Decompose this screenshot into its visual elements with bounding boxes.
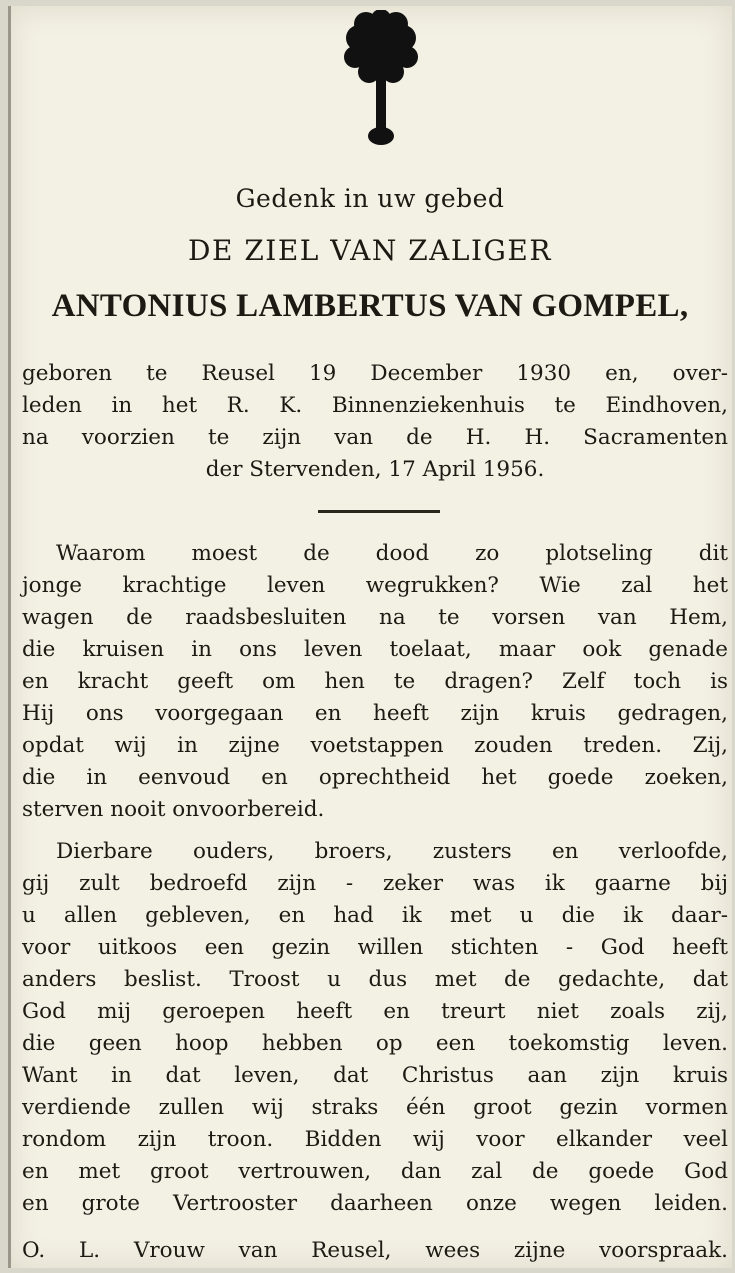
text-line: jonge krachtige leven wegrukken? Wie zal het <box>22 573 728 598</box>
text-line: Waarom moest de dood zo plotseling dit <box>56 541 728 566</box>
text-line: die in eenvoud en oprechtheid het goede zoeken, <box>22 765 728 790</box>
text-line: wagen de raadsbesluiten na te vorsen van Hem, <box>22 605 728 630</box>
paragraph-farewell <box>22 836 728 1220</box>
text-line: sterven nooit onvoorbereid. <box>22 797 325 822</box>
text-line: en met groot vertrouwen, dan zal de goede God <box>22 1159 728 1184</box>
divider-rule <box>318 510 440 513</box>
paragraph-reflection <box>22 538 728 826</box>
text-line: u allen gebleven, en had ik met u die ik daar- <box>22 903 728 928</box>
text-line: rondom zijn troon. Bidden wij voor elkander veel <box>22 1127 728 1152</box>
text-line: die kruisen in ons leven toelaat, maar ook genade <box>22 637 728 662</box>
deceased-name: ANTONIUS LAMBERTUS VAN GOMPEL, <box>51 288 689 324</box>
soul-heading: DE ZIEL VAN ZALIGER <box>188 234 552 267</box>
text-line: opdat wij in zijne voetstappen zouden treden. Zij, <box>22 733 728 758</box>
birth-death-line: leden in het R. K. Binnenziekenhuis te Eindhoven, <box>22 393 728 418</box>
intro-heading: Gedenk in uw gebed <box>235 184 505 213</box>
text-line: Want in dat leven, dat Christus aan zijn kruis <box>22 1063 728 1088</box>
text-line: voor uitkoos een gezin willen stichten - God heeft <box>22 935 728 960</box>
text-line: en kracht geeft om hen te dragen? Zelf toch is <box>22 669 728 694</box>
cross-with-wreath-icon <box>341 10 421 148</box>
text-line: Hij ons voorgegaan en heeft zijn kruis gedragen, <box>22 701 728 726</box>
text-line: anders beslist. Troost u dus met de gedachte, dat <box>22 967 728 992</box>
text-line: Dierbare ouders, broers, zusters en verloofde, <box>56 839 728 864</box>
text-line: en grote Vertrooster daarheen onze wegen leiden. <box>22 1191 728 1216</box>
text-line: die geen hoop hebben op een toekomstig leven. <box>22 1031 728 1056</box>
memorial-card <box>8 6 732 1268</box>
closing-prayer: O. L. Vrouw van Reusel, wees zijne voorspraak. <box>22 1238 728 1263</box>
birth-death-line: na voorzien te zijn van de H. H. Sacramenten <box>22 425 728 450</box>
birth-death-details <box>22 358 728 486</box>
text-line: verdiende zullen wij straks één groot gezin vormen <box>22 1095 728 1120</box>
birth-death-line: geboren te Reusel 19 December 1930 en, over- <box>22 361 728 386</box>
birth-death-line: der Stervenden, 17 April 1956. <box>205 457 545 482</box>
text-line: gij zult bedroefd zijn - zeker was ik gaarne bij <box>22 871 728 896</box>
text-line: God mij geroepen heeft en treurt niet zoals zij, <box>22 999 728 1024</box>
